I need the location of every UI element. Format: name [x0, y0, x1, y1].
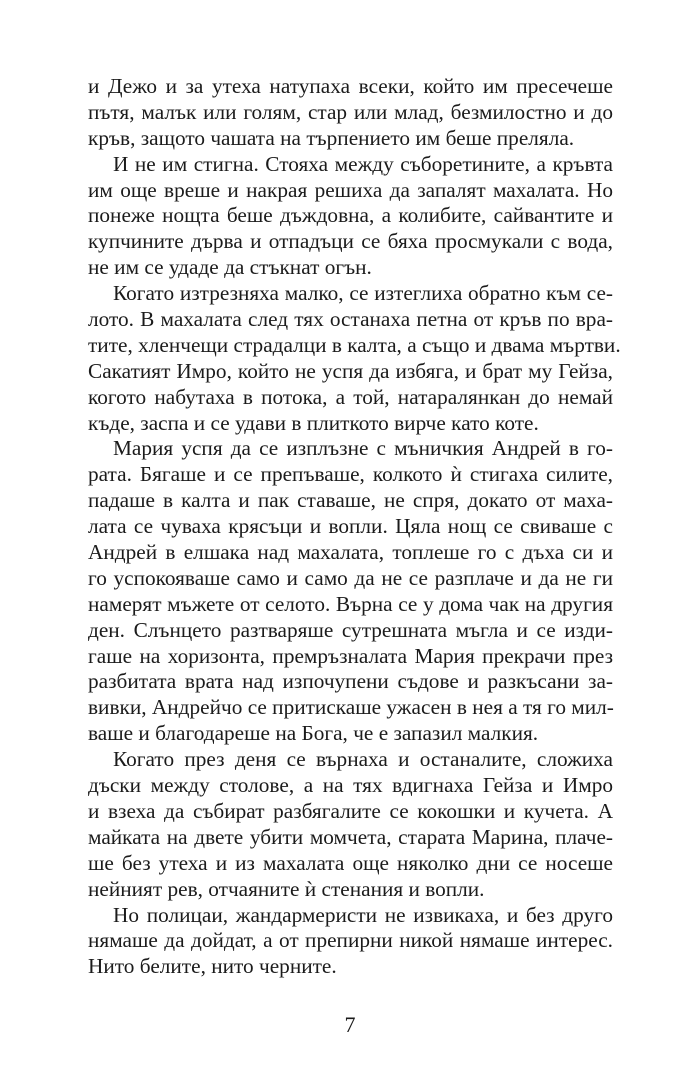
text-line: пътя, малък или голям, стар или млад, безмилостно и до [88, 99, 613, 124]
text-line: Сакатият Имро, който не успя да избяга, и брат му Гейза, [88, 358, 613, 383]
text-line: гаше на хоризонта, премръзналата Мария прекрачи през [88, 643, 613, 668]
text-line: вивки, Андрейчо се притискаше ужасен в нея а тя го мил- [88, 695, 614, 720]
text-line: им още вреше и накрая решиха да запалят махалата. Но [88, 177, 613, 202]
text-line: ваше и благодареше на Бога, че е запазил малкия. [88, 721, 539, 746]
text-line: Мария успя да се изплъзне с мъничкия Андрей в го- [113, 436, 613, 461]
text-line: Нито белите, нито черните. [88, 954, 337, 979]
text-line: рата. Бягаше и се препъваше, колкото ѝ стигаха силите, [88, 462, 613, 487]
text-line: къде, заспа и се удави в плиткото вирче като коте. [88, 410, 539, 435]
text-line: лата се чуваха крясъци и вопли. Цяла нощ се свиваше с [88, 514, 613, 539]
text-line: и взеха да събират разбягалите се кокошки и кучета. А [88, 798, 613, 823]
text-line: кръв, защото чашата на търпението им беше преляла. [88, 125, 575, 150]
text-line: не им се удаде да стъкнат огън. [88, 255, 372, 280]
text-line: го успокояваше само и само да не се разплаче и да не ги [88, 565, 613, 590]
text-line: ден. Слънцето разтваряше сутрешната мъгла и се изди- [88, 617, 613, 642]
text-line: и Дежо и за утеха натупаха всеки, който им пресечеше [88, 74, 613, 98]
text-line: разбитата врата над изпочупени съдове и разкъсани за- [88, 669, 613, 694]
text-line: купчините дърва и отпадъци се бяха просмукали с вода, [88, 229, 613, 254]
text-line: падаше в калта и пак ставаше, не спря, докато от маха- [88, 488, 613, 513]
text-line: майката на двете убити момчета, старата Марина, плаче- [88, 824, 613, 849]
text-line: нямаше да дойдат, а от препирни никой нямаше интерес. [88, 928, 613, 953]
text-line: Андрей в елшака над махалата, топлеше го с дъха си и [88, 540, 613, 565]
page-number: 7 [344, 1012, 356, 1037]
text-line: понеже нощта беше дъждовна, а колибите, сайвантите и [88, 203, 613, 228]
text-line: Когато през деня се върнаха и останалите, сложиха [113, 747, 613, 772]
text-line: И не им стигна. Стояха между съборетините, а кръвта [113, 151, 613, 176]
text-line: Когато изтрезняха малко, се изтеглиха обратно към се- [113, 281, 613, 306]
text-line: ше без утеха и из махалата още няколко дни се носеше [88, 850, 613, 875]
text-line: нейният рев, отчаяните ѝ стенания и вопли. [88, 876, 485, 901]
text-line: тите, хленчещи страдалци в калта, а също и двама мъртви. [88, 332, 621, 357]
text-line: лото. В махалата след тях останаха петна от кръв по вра- [88, 307, 613, 332]
text-line: когото набутаха в потока, а той, натаралянкан до немай [88, 384, 613, 409]
text-line: дъски между столове, а на тях вдигнаха Гейза и Имро [88, 773, 613, 798]
text-line: намерят мъжете от селото. Върна се у дома чак на другия [88, 591, 613, 616]
body-text [88, 74, 621, 980]
text-line: Но полицаи, жандармеристи не извикаха, и без друго [113, 902, 613, 927]
